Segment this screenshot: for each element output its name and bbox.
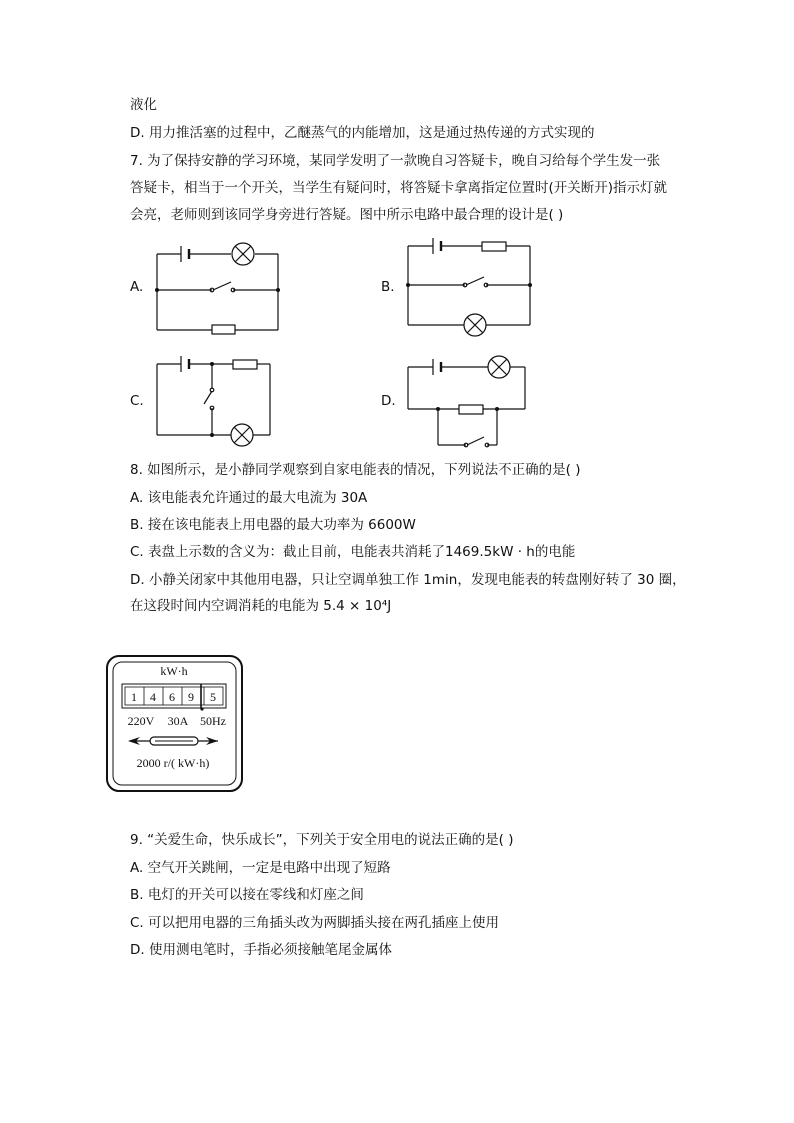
meter-digit-4: 9 [188,690,194,704]
q8-stem: 8. 如图所示，是小静同学观察到自家电能表的情况，下列说法不正确的是( ) [130,462,581,478]
circuit-option-c-label: C. [130,393,144,409]
q8-option-c: C. 表盘上示数的含义为：截止目前，电能表共消耗了1469.5kW · h的电能 [130,544,576,560]
q7-stem-2: 答疑卡，相当于一个开关，当学生有疑问时，将答疑卡拿离指定位置时(开关断开)指示灯就 [130,180,668,196]
meter-voltage: 220V [127,714,155,728]
q9-option-b: B. 电灯的开关可以接在零线和灯座之间 [130,887,364,903]
q9-option-c: C. 可以把用电器的三角插头改为两脚插头接在两孔插座上使用 [130,915,500,931]
q7-stem-1: 7. 为了保持安静的学习环境，某同学发明了一款晚自习答疑卡，晚自习给每个学生发一张 [130,153,661,169]
q9-option-d: D. 使用测电笔时，手指必须接触笔尾金属体 [130,942,392,958]
q8-option-d-1: D. 小静关闭家中其他用电器，只让空调单独工作 1min，发现电能表的转盘刚好转了 30 圈， [130,572,686,588]
circuit-option-b-label: B. [381,279,395,295]
meter-digit-1: 1 [131,690,137,704]
meter-frequency: 50Hz [200,714,226,728]
q8-option-a: A. 该电能表允许通过的最大电流为 30A [130,490,368,506]
meter-digit-3: 6 [169,690,175,704]
meter-digit-5: 5 [210,690,216,704]
circuit-option-a-label: A. [130,279,144,295]
meter-digit-2: 4 [150,690,156,704]
meter-constant: 2000 r/( kW·h) [136,756,210,770]
meter-current: 30A [167,714,189,728]
q9-stem: 9. “关爱生命，快乐成长”，下列关于安全用电的说法正确的是( ) [130,832,514,848]
meter-unit: kW·h [160,664,188,678]
q6-option-d: D. 用力推活塞的过程中，乙醚蒸气的内能增加，这是通过热传递的方式实现的 [130,125,595,141]
text-line-1: 液化 [130,97,157,113]
q9-option-a: A. 空气开关跳闸，一定是电路中出现了短路 [130,860,391,876]
q7-stem-3: 会亮，老师则到该同学身旁进行答疑。图中所示电路中最合理的设计是( ) [130,207,564,223]
q8-option-d-2: 在这段时间内空调消耗的电能为 5.4 × 10⁴J [130,598,392,614]
circuit-option-d-label: D. [381,393,396,409]
q8-option-b: B. 接在该电能表上用电器的最大功率为 6600W [130,517,416,533]
